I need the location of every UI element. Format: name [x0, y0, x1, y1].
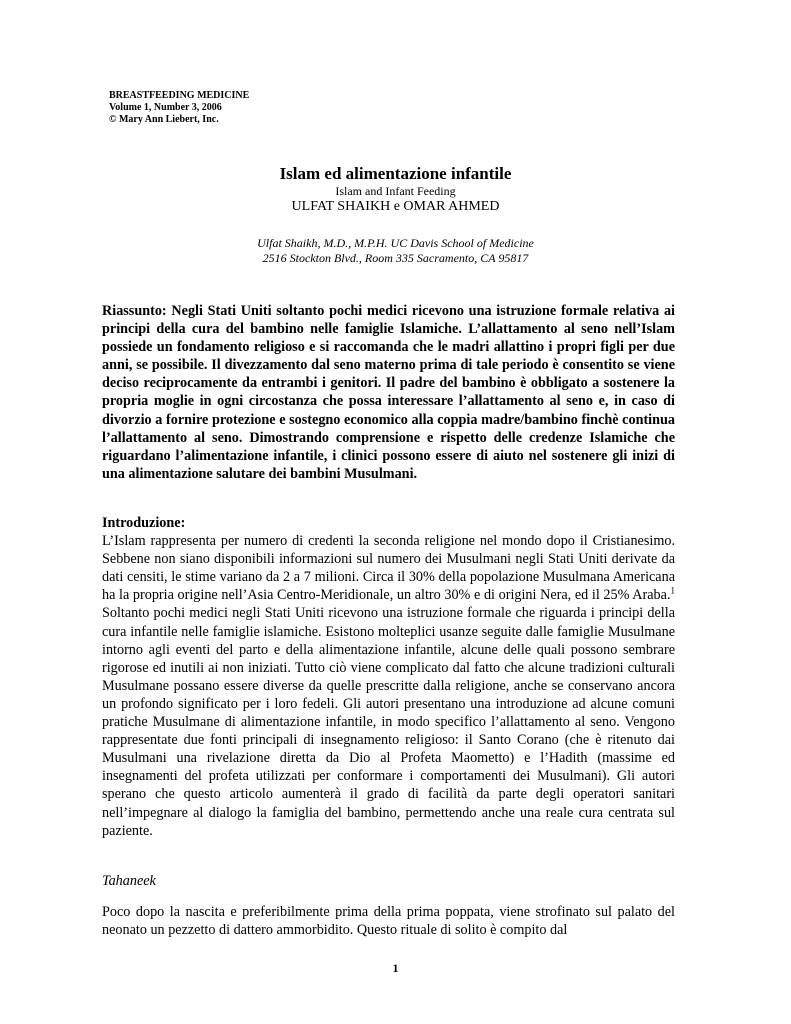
tahaneek-body: Poco dopo la nascita e preferibilmente prima della prima poppata, viene strofinato sul palato del neonato un pezzetto di dattero ammorbidito. Questo rituale di solito è compito dal — [102, 904, 675, 939]
introduction-text-part-1: L’Islam rappresenta per numero di credenti la seconda religione nel mondo dopo il Cristianesimo. Sebbene non siano disponibili informazioni sul numero dei Musulmani negli Stati Uniti derivate da dati censiti, le stime variano da 2 a 7 milioni. Circa il 30% della popolazione Musulmana Americana ha la propria origine nell’Asia Centro-Meridionale, un altro 30% e di origini Nera, ed il 25% Araba. — [102, 533, 675, 604]
tahaneek-heading: Tahaneek — [102, 873, 156, 889]
introduction-heading: Introduzione: — [102, 515, 186, 531]
introduction-section — [102, 514, 675, 840]
introduction-text-part-2: Soltanto pochi medici negli Stati Uniti ricevono una istruzione formale che riguarda i principi della cura infantile nelle famiglie islamiche. Esistono molteplici usanze seguite dalle famiglie Musulmane intorno agli eventi del parto e della alimentazione infantile, alcune delle quali possono sembrare rigorose ed inutili ai non iniziati. Tutto ciò viene complicato dal fatto che alcune tradizioni culturali Musulmane possano essere diverse da quelle prescritte dalla religione, anche se conservano ancora un profondo significato per i loro fedeli. Gli autori presentano una introduzione ad alcune comuni pratiche Musulmane di alimentazione infantile, in modo specifico l’allattamento al seno. Vengono rappresentate due fonti principali di insegnamento religioso: il Santo Corano (che è ritenuto dai Musulmani una rivelazione diretta da Dio al Profeta Maometto) e l’Hadith (massime ed insegnamenti del profeta utilizzati per conformare i comportamenti dei Musulmani). Gli autori sperano che questo articolo aumenterà il grado di facilità da parte degli operatori sanitari nell’impegnare al dialogo la famiglia del bambino, permettendo anche una reale cura centrata sul paziente. — [102, 605, 675, 839]
article-subtitle: Islam and Infant Feeding — [335, 184, 456, 198]
page-number: 1 — [392, 961, 399, 975]
footnote-reference: 1 — [670, 585, 675, 596]
title-block — [0, 164, 791, 216]
volume-info: Volume 1, Number 3, 2006 — [109, 102, 222, 113]
author-affiliation — [0, 236, 791, 265]
affiliation-line-1: Ulfat Shaikh, M.D., M.P.H. UC Davis School of Medicine — [257, 236, 534, 250]
journal-name: BREASTFEEDING MEDICINE — [109, 90, 250, 101]
article-title: Islam ed alimentazione infantile — [279, 164, 512, 183]
affiliation-line-2: 2516 Stockton Blvd., Room 335 Sacramento, CA 95817 — [262, 250, 529, 265]
copyright-line: © Mary Ann Liebert, Inc. — [109, 114, 219, 125]
article-authors: ULFAT SHAIKH e OMAR AHMED — [291, 199, 500, 214]
journal-header — [109, 90, 249, 126]
introduction-body — [102, 532, 675, 840]
abstract: Riassunto: Negli Stati Uniti soltanto pochi medici ricevono una istruzione formale relativa ai principi della cura del bambino nelle famiglie Islamiche. L’allattamento al seno nell’Islam possiede un fondamento religioso e si raccomanda che le madri allattino i propri figli per due anni, se possibile. Il divezzamento dal seno materno prima di tale periodo è consentito se viene deciso reciprocamente da entrambi i genitori. Il padre del bambino è obbligato a sostenere la propria moglie in ogni circostanza che possa interessare l’allattamento al seno e, in caso di divorzio a fornire protezione e sostegno economico alla coppia madre/bambino finchè continua l’allattamento al seno. Dimostrando comprensione e rispetto delle credenze Islamiche che riguardano l’alimentazione infantile, i clinici possono essere di aiuto nel sostenere gli inizi di una alimentazione salutare dei bambini Musulmani. — [102, 303, 675, 482]
